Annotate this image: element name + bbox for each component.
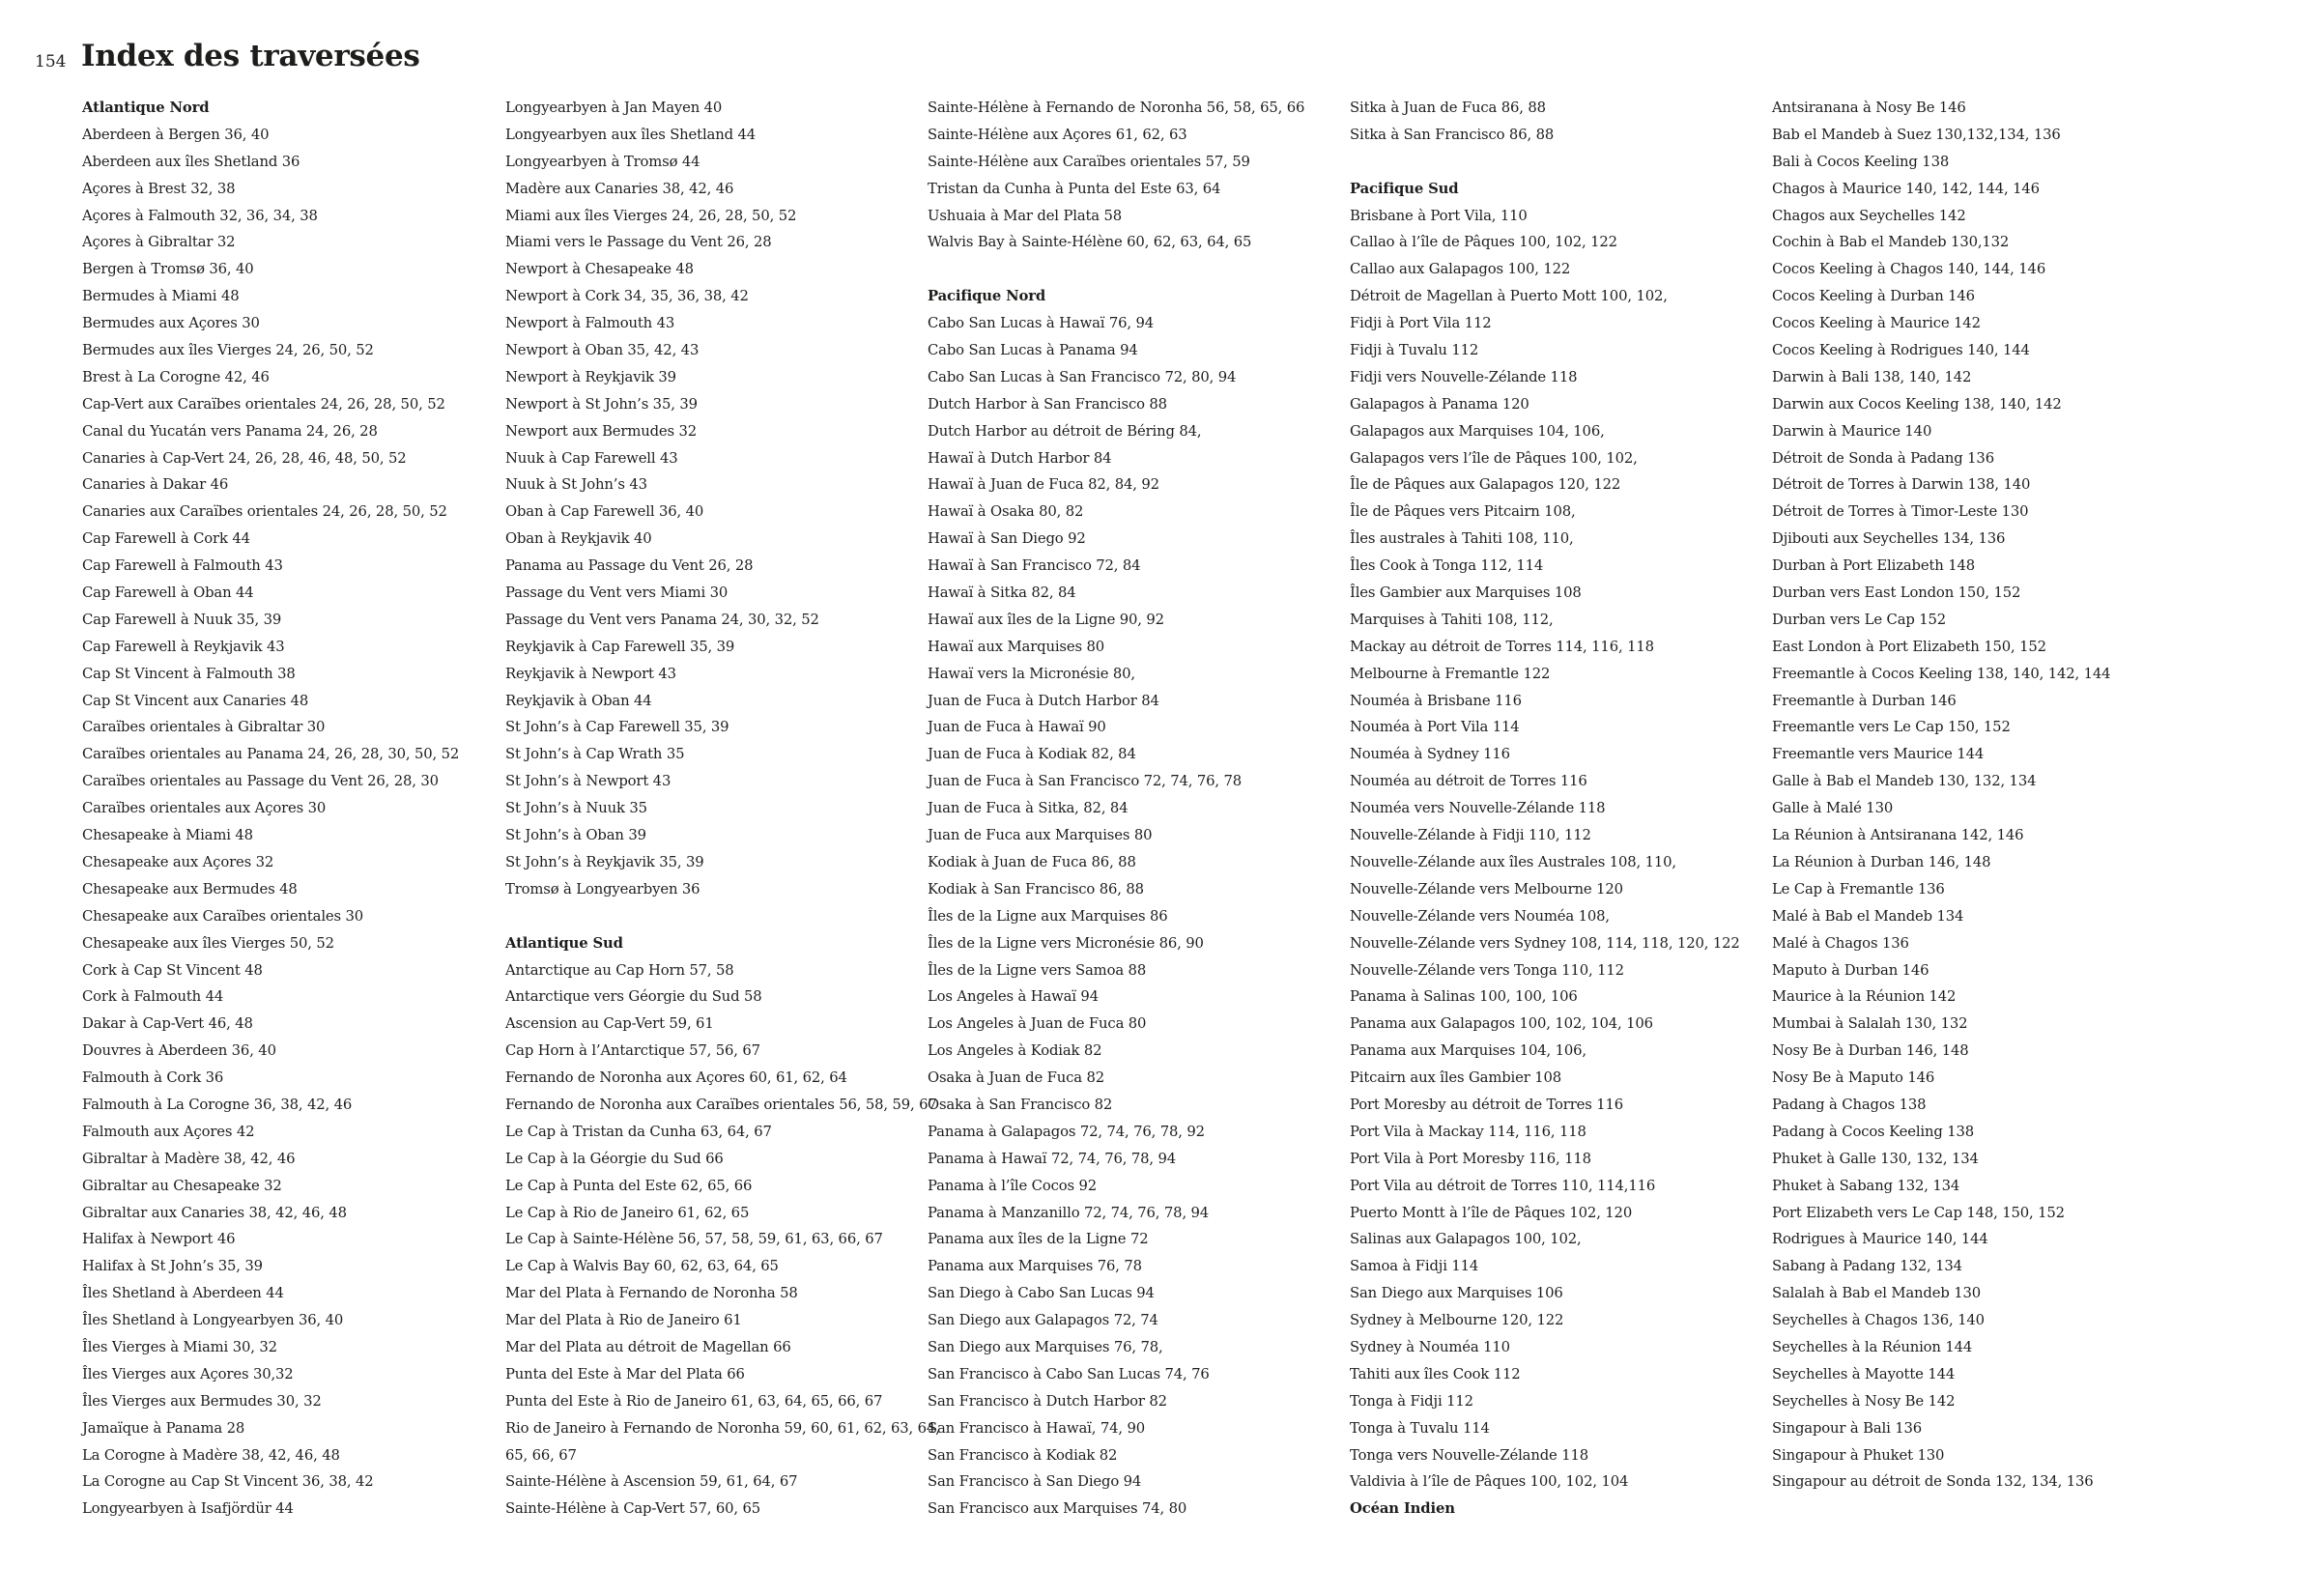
index-entry: Hawaï à Osaka 80, 82 (928, 503, 1084, 521)
index-entry: Longyearbyen aux îles Shetland 44 (505, 126, 756, 143)
index-entry: Reykjavik à Newport 43 (505, 665, 676, 682)
index-entry: St John’s à Oban 39 (505, 827, 646, 844)
index-entry: Newport à Oban 35, 42, 43 (505, 342, 700, 359)
index-entry: La Corogne à Madère 38, 42, 46, 48 (82, 1446, 340, 1464)
index-entry: Açores à Gibraltar 32 (82, 234, 236, 251)
index-entry: Durban vers Le Cap 152 (1772, 611, 1947, 628)
index-entry: Panama à Hawaï 72, 74, 76, 78, 94 (928, 1150, 1177, 1167)
index-entry: Kodiak à Juan de Fuca 86, 88 (928, 853, 1136, 870)
index-entry: Le Cap à Rio de Janeiro 61, 62, 65 (505, 1204, 750, 1221)
index-entry: Aberdeen aux îles Shetland 36 (82, 153, 300, 170)
index-entry: Nuuk à St John’s 43 (505, 476, 647, 494)
page-title: Index des traversées (81, 39, 420, 73)
index-entry: San Diego aux Marquises 76, 78, (928, 1338, 1163, 1355)
index-entry: St John’s à Nuuk 35 (505, 800, 647, 817)
index-entry: Cabo San Lucas à San Francisco 72, 80, 94 (928, 368, 1237, 385)
index-entry: Tromsø à Longyearbyen 36 (505, 880, 700, 898)
index-entry: Sainte-Hélène aux Caraïbes orientales 57, 59 (928, 153, 1250, 170)
index-entry: Juan de Fuca à Hawaï 90 (928, 719, 1106, 736)
index-entry: Padang à Cocos Keeling 138 (1772, 1123, 1975, 1140)
index-entry: Maurice à la Réunion 142 (1772, 988, 1957, 1006)
index-entry: Sydney à Nouméa 110 (1350, 1338, 1510, 1355)
index-entry: Ushuaia à Mar del Plata 58 (928, 207, 1123, 224)
index-entry: San Francisco à San Diego 94 (928, 1473, 1142, 1491)
index-column-1 (82, 95, 488, 1523)
index-entry: Canaries à Cap-Vert 24, 26, 28, 46, 48, 50, 52 (82, 449, 407, 467)
index-entry: Chesapeake aux Caraïbes orientales 30 (82, 907, 364, 925)
index-entry: Sydney à Melbourne 120, 122 (1350, 1312, 1564, 1329)
index-entry: Antarctique au Cap Horn 57, 58 (505, 961, 734, 979)
section-heading: Océan Indien (1350, 1500, 1455, 1518)
index-entry: Newport à Chesapeake 48 (505, 261, 694, 278)
index-entry: Le Cap à Walvis Bay 60, 62, 63, 64, 65 (505, 1258, 779, 1275)
index-entry: Antarctique vers Géorgie du Sud 58 (505, 988, 762, 1006)
index-entry: Caraïbes orientales à Gibraltar 30 (82, 719, 326, 736)
index-entry: Nuuk à Cap Farewell 43 (505, 449, 678, 467)
index-entry: Tristan da Cunha à Punta del Este 63, 64 (928, 180, 1221, 197)
index-entry: Cap St Vincent aux Canaries 48 (82, 692, 309, 709)
index-entry: St John’s à Cap Wrath 35 (505, 746, 685, 763)
index-entry: Bergen à Tromsø 36, 40 (82, 261, 254, 278)
section-heading: Atlantique Sud (505, 934, 623, 952)
index-entry: Hawaï à Sitka 82, 84 (928, 584, 1076, 602)
index-entry: Falmouth à La Corogne 36, 38, 42, 46 (82, 1096, 353, 1113)
index-entry: Halifax à Newport 46 (82, 1231, 236, 1248)
index-entry: Los Angeles à Kodiak 82 (928, 1042, 1102, 1060)
index-column-3 (928, 95, 1333, 1523)
index-entry: Walvis Bay à Sainte-Hélène 60, 62, 63, 64, 65 (928, 234, 1252, 251)
index-entry: San Francisco à Hawaï, 74, 90 (928, 1419, 1145, 1437)
index-entry: Sitka à Juan de Fuca 86, 88 (1350, 100, 1546, 116)
index-entry: Détroit de Torres à Timor-Leste 130 (1772, 503, 2029, 521)
index-entry: Maputo à Durban 146 (1772, 961, 1929, 979)
index-entry: Nouvelle-Zélande à Fidji 110, 112 (1350, 827, 1591, 844)
index-entry: Osaka à Juan de Fuca 82 (928, 1069, 1104, 1087)
index-entry: Panama aux îles de la Ligne 72 (928, 1231, 1149, 1248)
index-entry: Brest à La Corogne 42, 46 (82, 368, 270, 385)
index-entry: Caraïbes orientales au Passage du Vent 26, 28, 30 (82, 773, 439, 790)
index-entry: Galle à Malé 130 (1772, 800, 1894, 817)
index-entry: St John’s à Newport 43 (505, 773, 672, 790)
index-entry: San Francisco aux Marquises 74, 80 (928, 1500, 1187, 1518)
index-entry: Caraïbes orientales au Panama 24, 26, 28, 30, 50, 52 (82, 746, 460, 763)
index-entry: Djibouti aux Seychelles 134, 136 (1772, 530, 2006, 548)
index-entry: St John’s à Cap Farewell 35, 39 (505, 719, 729, 736)
index-entry: Rodrigues à Maurice 140, 144 (1772, 1231, 1988, 1248)
index-entry: Freemantle à Durban 146 (1772, 692, 1957, 709)
index-entry: Ascension au Cap-Vert 59, 61 (505, 1015, 714, 1033)
index-entry: Juan de Fuca à Kodiak 82, 84 (928, 746, 1136, 763)
index-entry: San Diego aux Galapagos 72, 74 (928, 1312, 1158, 1329)
index-entry: Newport à Reykjavik 39 (505, 368, 676, 385)
index-entry: St John’s à Reykjavik 35, 39 (505, 853, 704, 870)
index-entry: Cap Farewell à Oban 44 (82, 584, 254, 602)
index-entry: Seychelles à Chagos 136, 140 (1772, 1312, 1985, 1329)
index-entry: Freemantle vers Le Cap 150, 152 (1772, 719, 2011, 736)
index-entry: Longyearbyen à Jan Mayen 40 (505, 100, 723, 116)
index-entry: Cork à Falmouth 44 (82, 988, 224, 1006)
index-entry: Hawaï à San Francisco 72, 84 (928, 557, 1141, 575)
section-spacer (928, 256, 1333, 283)
index-entry: Îles Gambier aux Marquises 108 (1350, 584, 1582, 602)
index-entry: Détroit de Sonda à Padang 136 (1772, 449, 1994, 467)
index-entry: Durban à Port Elizabeth 148 (1772, 557, 1975, 575)
index-entry: Callao aux Galapagos 100, 122 (1350, 261, 1571, 278)
index-entry: Newport à Falmouth 43 (505, 315, 675, 332)
index-entry: Chesapeake aux Açores 32 (82, 853, 274, 870)
index-entry: Cap St Vincent à Falmouth 38 (82, 665, 296, 682)
index-entry: Los Angeles à Hawaï 94 (928, 988, 1099, 1006)
index-entry: Brisbane à Port Vila, 110 (1350, 207, 1528, 224)
index-entry: Madère aux Canaries 38, 42, 46 (505, 180, 734, 197)
index-entry: Port Vila au détroit de Torres 110, 114,116 (1350, 1177, 1656, 1194)
index-entry: San Francisco à Kodiak 82 (928, 1446, 1118, 1464)
index-entry: Tonga vers Nouvelle-Zélande 118 (1350, 1446, 1589, 1464)
index-entry: Marquises à Tahiti 108, 112, (1350, 611, 1554, 628)
index-entry: Hawaï vers la Micronésie 80, (928, 665, 1135, 682)
index-entry: Nouvelle-Zélande vers Sydney 108, 114, 118, 120, 122 (1350, 934, 1740, 952)
index-entry: Hawaï aux Marquises 80 (928, 638, 1105, 655)
index-entry: Malé à Chagos 136 (1772, 934, 1909, 952)
index-entry: Rio de Janeiro à Fernando de Noronha 59, 60, 61, 62, 63, 64, (505, 1419, 940, 1437)
index-entry: Passage du Vent vers Panama 24, 30, 32, 52 (505, 611, 819, 628)
index-entry: Le Cap à Sainte-Hélène 56, 57, 58, 59, 61, 63, 66, 67 (505, 1231, 883, 1248)
section-heading: Pacifique Nord (928, 288, 1046, 305)
index-entry: Cap Farewell à Cork 44 (82, 530, 250, 548)
index-entry: Nouméa vers Nouvelle-Zélande 118 (1350, 800, 1606, 817)
index-entry: Nosy Be à Durban 146, 148 (1772, 1042, 1969, 1060)
index-entry: Île de Pâques aux Galapagos 120, 122 (1350, 476, 1621, 494)
index-entry: Détroit de Magellan à Puerto Mott 100, 102, (1350, 288, 1668, 305)
index-entry: Falmouth aux Açores 42 (82, 1123, 255, 1140)
index-entry: Fernando de Noronha aux Açores 60, 61, 62, 64 (505, 1069, 847, 1087)
index-entry: Sainte-Hélène à Fernando de Noronha 56, 58, 65, 66 (928, 100, 1305, 116)
index-entry: Los Angeles à Juan de Fuca 80 (928, 1015, 1147, 1033)
index-entry: Panama à Manzanillo 72, 74, 76, 78, 94 (928, 1204, 1210, 1221)
index-entry: Bali à Cocos Keeling 138 (1772, 153, 1950, 170)
index-entry: Malé à Bab el Mandeb 134 (1772, 907, 1964, 925)
index-entry: Nouméa au détroit de Torres 116 (1350, 773, 1587, 790)
index-entry: Nouvelle-Zélande vers Nouméa 108, (1350, 907, 1610, 925)
page-number: 154 (35, 52, 67, 71)
index-entry: Cocos Keeling à Rodrigues 140, 144 (1772, 342, 2030, 359)
index-entry: La Réunion à Durban 146, 148 (1772, 853, 1991, 870)
section-spacer (505, 903, 911, 930)
index-entry: Dutch Harbor à San Francisco 88 (928, 395, 1167, 413)
index-entry: Falmouth à Cork 36 (82, 1069, 224, 1087)
index-entry: Newport à Cork 34, 35, 36, 38, 42 (505, 288, 749, 305)
index-entry: Chagos à Maurice 140, 142, 144, 146 (1772, 180, 2040, 197)
index-entry: Cap Farewell à Nuuk 35, 39 (82, 611, 282, 628)
index-entry: Nouméa à Sydney 116 (1350, 746, 1510, 763)
index-entry: San Francisco à Dutch Harbor 82 (928, 1392, 1167, 1410)
index-entry: Hawaï à San Diego 92 (928, 530, 1086, 548)
section-heading: Atlantique Nord (82, 100, 210, 116)
index-entry: Cocos Keeling à Chagos 140, 144, 146 (1772, 261, 2046, 278)
index-entry: Fernando de Noronha aux Caraïbes orientales 56, 58, 59, 67 (505, 1096, 937, 1113)
index-entry: Cabo San Lucas à Panama 94 (928, 342, 1138, 359)
index-entry: Salinas aux Galapagos 100, 102, (1350, 1231, 1582, 1248)
index-entry: Cabo San Lucas à Hawaï 76, 94 (928, 315, 1155, 332)
index-entry: Darwin à Bali 138, 140, 142 (1772, 368, 1972, 385)
index-entry: Bab el Mandeb à Suez 130,132,134, 136 (1772, 126, 2061, 143)
index-entry: Canal du Yucatán vers Panama 24, 26, 28 (82, 422, 378, 440)
index-entry: Port Moresby au détroit de Torres 116 (1350, 1096, 1624, 1113)
index-entry: Chesapeake aux îles Vierges 50, 52 (82, 934, 334, 952)
index-entry: Canaries à Dakar 46 (82, 476, 229, 494)
index-entry: Détroit de Torres à Darwin 138, 140 (1772, 476, 2031, 494)
index-entry: East London à Port Elizabeth 150, 152 (1772, 638, 2046, 655)
index-entry: Cocos Keeling à Maurice 142 (1772, 315, 1981, 332)
index-entry: Bermudes à Miami 48 (82, 288, 240, 305)
index-entry: Dakar à Cap-Vert 46, 48 (82, 1015, 253, 1033)
index-entry: Sainte-Hélène à Ascension 59, 61, 64, 67 (505, 1473, 798, 1491)
index-entry: Nouméa à Port Vila 114 (1350, 719, 1520, 736)
index-entry: Bermudes aux îles Vierges 24, 26, 50, 52 (82, 342, 374, 359)
index-entry: 65, 66, 67 (505, 1446, 577, 1464)
index-entry: Fidji vers Nouvelle-Zélande 118 (1350, 368, 1578, 385)
index-entry: Punta del Este à Mar del Plata 66 (505, 1365, 745, 1382)
index-entry: Îles de la Ligne vers Micronésie 86, 90 (928, 934, 1204, 952)
index-entry: San Diego aux Marquises 106 (1350, 1285, 1563, 1302)
index-entry: Panama aux Marquises 104, 106, (1350, 1042, 1586, 1060)
index-entry: Singapour au détroit de Sonda 132, 134, 136 (1772, 1473, 2094, 1491)
index-entry: Hawaï à Dutch Harbor 84 (928, 449, 1112, 467)
index-entry: Tonga à Tuvalu 114 (1350, 1419, 1490, 1437)
index-entry: Aberdeen à Bergen 36, 40 (82, 126, 270, 143)
index-entry: Nouméa à Brisbane 116 (1350, 692, 1522, 709)
index-entry: Durban vers East London 150, 152 (1772, 584, 2021, 602)
index-entry: Nouvelle-Zélande aux îles Australes 108, 110, (1350, 853, 1676, 870)
index-entry: Îles Shetland à Longyearbyen 36, 40 (82, 1312, 344, 1329)
index-entry: Newport aux Bermudes 32 (505, 422, 698, 440)
index-entry: Punta del Este à Rio de Janeiro 61, 63, 64, 65, 66, 67 (505, 1392, 883, 1410)
index-entry: Bermudes aux Açores 30 (82, 315, 260, 332)
index-entry: Panama à Salinas 100, 100, 106 (1350, 988, 1578, 1006)
index-entry: Le Cap à Fremantle 136 (1772, 880, 1945, 898)
index-entry: Galapagos vers l’île de Pâques 100, 102, (1350, 449, 1638, 467)
index-entry: Antsiranana à Nosy Be 146 (1772, 100, 1966, 116)
index-entry: Reykjavik à Oban 44 (505, 692, 652, 709)
index-entry: Dutch Harbor au détroit de Béring 84, (928, 422, 1202, 440)
index-entry: Sainte-Hélène à Cap-Vert 57, 60, 65 (505, 1500, 760, 1518)
index-entry: Port Vila à Mackay 114, 116, 118 (1350, 1123, 1586, 1140)
index-entry: Seychelles à Mayotte 144 (1772, 1365, 1956, 1382)
index-entry: Pitcairn aux îles Gambier 108 (1350, 1069, 1562, 1087)
index-entry: La Réunion à Antsiranana 142, 146 (1772, 827, 2024, 844)
index-entry: Gibraltar à Madère 38, 42, 46 (82, 1150, 296, 1167)
index-entry: Panama à Galapagos 72, 74, 76, 78, 92 (928, 1123, 1205, 1140)
index-entry: Tahiti aux îles Cook 112 (1350, 1365, 1521, 1382)
index-entry: Miami vers le Passage du Vent 26, 28 (505, 234, 772, 251)
index-column-4 (1350, 95, 1756, 1523)
index-entry: Longyearbyen à Isafjördür 44 (82, 1500, 294, 1518)
index-entry: Gibraltar aux Canaries 38, 42, 46, 48 (82, 1204, 347, 1221)
index-entry: San Francisco à Cabo San Lucas 74, 76 (928, 1365, 1210, 1382)
index-entry: Cap Farewell à Reykjavik 43 (82, 638, 285, 655)
index-entry: Valdivia à l’île de Pâques 100, 102, 104 (1350, 1473, 1629, 1491)
index-entry: Le Cap à Punta del Este 62, 65, 66 (505, 1177, 753, 1194)
index-entry: Açores à Brest 32, 38 (82, 180, 236, 197)
index-entry: Galapagos aux Marquises 104, 106, (1350, 422, 1605, 440)
index-entry: Hawaï à Juan de Fuca 82, 84, 92 (928, 476, 1159, 494)
index-entry: Nouvelle-Zélande vers Melbourne 120 (1350, 880, 1623, 898)
index-entry: Phuket à Galle 130, 132, 134 (1772, 1150, 1979, 1167)
index-entry: Sitka à San Francisco 86, 88 (1350, 126, 1555, 143)
index-entry: Juan de Fuca à Dutch Harbor 84 (928, 692, 1159, 709)
index-entry: Callao à l’île de Pâques 100, 102, 122 (1350, 234, 1617, 251)
index-entry: Îles de la Ligne vers Samoa 88 (928, 961, 1147, 979)
index-entry: Padang à Chagos 138 (1772, 1096, 1927, 1113)
index-entry: Freemantle vers Maurice 144 (1772, 746, 1985, 763)
index-entry: Mar del Plata à Rio de Janeiro 61 (505, 1312, 742, 1329)
index-entry: Singapour à Phuket 130 (1772, 1446, 1945, 1464)
index-entry: Miami aux îles Vierges 24, 26, 28, 50, 52 (505, 207, 797, 224)
index-entry: Îles Cook à Tonga 112, 114 (1350, 557, 1544, 575)
index-entry: Seychelles à la Réunion 144 (1772, 1338, 1973, 1355)
index-entry: Cork à Cap St Vincent 48 (82, 961, 263, 979)
index-entry: Caraïbes orientales aux Açores 30 (82, 800, 327, 817)
index-entry: San Diego à Cabo San Lucas 94 (928, 1285, 1155, 1302)
index-entry: Samoa à Fidji 114 (1350, 1258, 1479, 1275)
index-column-5 (1772, 95, 2178, 1496)
index-entry: Oban à Cap Farewell 36, 40 (505, 503, 704, 521)
index-entry: Juan de Fuca à Sitka, 82, 84 (928, 800, 1129, 817)
index-entry: Tonga à Fidji 112 (1350, 1392, 1473, 1410)
index-entry: Port Elizabeth vers Le Cap 148, 150, 152 (1772, 1204, 2065, 1221)
index-entry: Longyearbyen à Tromsø 44 (505, 153, 700, 170)
index-entry: Hawaï aux îles de la Ligne 90, 92 (928, 611, 1164, 628)
section-spacer (1350, 149, 1756, 176)
index-entry: Panama aux Marquises 76, 78 (928, 1258, 1142, 1275)
index-entry: Nouvelle-Zélande vers Tonga 110, 112 (1350, 961, 1624, 979)
index-entry: Açores à Falmouth 32, 36, 34, 38 (82, 207, 318, 224)
index-entry: Puerto Montt à l’île de Pâques 102, 120 (1350, 1204, 1633, 1221)
index-entry: La Corogne au Cap St Vincent 36, 38, 42 (82, 1473, 374, 1491)
index-entry: Cochin à Bab el Mandeb 130,132 (1772, 234, 2010, 251)
index-entry: Melbourne à Fremantle 122 (1350, 665, 1551, 682)
index-entry: Kodiak à San Francisco 86, 88 (928, 880, 1144, 898)
index-entry: Darwin à Maurice 140 (1772, 422, 1932, 440)
index-entry: Îles de la Ligne aux Marquises 86 (928, 907, 1168, 925)
index-entry: Mackay au détroit de Torres 114, 116, 118 (1350, 638, 1654, 655)
index-entry: Cap-Vert aux Caraïbes orientales 24, 26, 28, 50, 52 (82, 395, 445, 413)
index-entry: Seychelles à Nosy Be 142 (1772, 1392, 1956, 1410)
index-entry: Juan de Fuca à San Francisco 72, 74, 76, 78 (928, 773, 1243, 790)
index-entry: Phuket à Sabang 132, 134 (1772, 1177, 1960, 1194)
index-entry: Gibraltar au Chesapeake 32 (82, 1177, 282, 1194)
index-entry: Passage du Vent vers Miami 30 (505, 584, 729, 602)
index-entry: Reykjavik à Cap Farewell 35, 39 (505, 638, 735, 655)
index-entry: Cocos Keeling à Durban 146 (1772, 288, 1975, 305)
index-entry: Galapagos à Panama 120 (1350, 395, 1529, 413)
index-entry: Îles australes à Tahiti 108, 110, (1350, 530, 1574, 548)
index-entry: Cap Horn à l’Antarctique 57, 56, 67 (505, 1042, 760, 1060)
index-entry: Newport à St John’s 35, 39 (505, 395, 698, 413)
index-entry: Panama au Passage du Vent 26, 28 (505, 557, 754, 575)
index-entry: Oban à Reykjavik 40 (505, 530, 652, 548)
index-entry: Port Vila à Port Moresby 116, 118 (1350, 1150, 1591, 1167)
index-entry: Le Cap à Tristan da Cunha 63, 64, 67 (505, 1123, 772, 1140)
index-entry: Douvres à Aberdeen 36, 40 (82, 1042, 276, 1060)
index-entry: Jamaïque à Panama 28 (82, 1419, 245, 1437)
index-entry: Mar del Plata à Fernando de Noronha 58 (505, 1285, 798, 1302)
index-entry: Juan de Fuca aux Marquises 80 (928, 827, 1153, 844)
index-entry: Île de Pâques vers Pitcairn 108, (1350, 503, 1576, 521)
index-entry: Îles Vierges à Miami 30, 32 (82, 1338, 277, 1355)
index-entry: Salalah à Bab el Mandeb 130 (1772, 1285, 1981, 1302)
index-entry: Chesapeake à Miami 48 (82, 827, 253, 844)
index-entry: Singapour à Bali 136 (1772, 1419, 1923, 1437)
index-entry: Chagos aux Seychelles 142 (1772, 207, 1966, 224)
index-entry: Canaries aux Caraïbes orientales 24, 26, 28, 50, 52 (82, 503, 447, 521)
index-entry: Le Cap à la Géorgie du Sud 66 (505, 1150, 724, 1167)
index-entry: Panama aux Galapagos 100, 102, 104, 106 (1350, 1015, 1653, 1033)
index-entry: Osaka à San Francisco 82 (928, 1096, 1113, 1113)
index-entry: Sainte-Hélène aux Açores 61, 62, 63 (928, 126, 1187, 143)
index-entry: Panama à l’île Cocos 92 (928, 1177, 1098, 1194)
index-entry: Nosy Be à Maputo 146 (1772, 1069, 1935, 1087)
index-entry: Sabang à Padang 132, 134 (1772, 1258, 1962, 1275)
index-entry: Darwin aux Cocos Keeling 138, 140, 142 (1772, 395, 2062, 413)
index-column-2 (505, 95, 940, 1523)
index-entry: Mumbai à Salalah 130, 132 (1772, 1015, 1968, 1033)
section-heading: Pacifique Sud (1350, 180, 1459, 197)
index-entry: Chesapeake aux Bermudes 48 (82, 880, 298, 898)
index-entry: Îles Vierges aux Bermudes 30, 32 (82, 1392, 322, 1410)
index-entry: Freemantle à Cocos Keeling 138, 140, 142, 144 (1772, 665, 2111, 682)
index-entry: Fidji à Tuvalu 112 (1350, 342, 1479, 359)
index-entry: Cap Farewell à Falmouth 43 (82, 557, 283, 575)
index-entry: Fidji à Port Vila 112 (1350, 315, 1492, 332)
index-entry: Îles Shetland à Aberdeen 44 (82, 1285, 284, 1302)
index-entry: Galle à Bab el Mandeb 130, 132, 134 (1772, 773, 2037, 790)
index-entry: Îles Vierges aux Açores 30,32 (82, 1365, 294, 1382)
index-entry: Mar del Plata au détroit de Magellan 66 (505, 1338, 791, 1355)
index-entry: Halifax à St John’s 35, 39 (82, 1258, 263, 1275)
